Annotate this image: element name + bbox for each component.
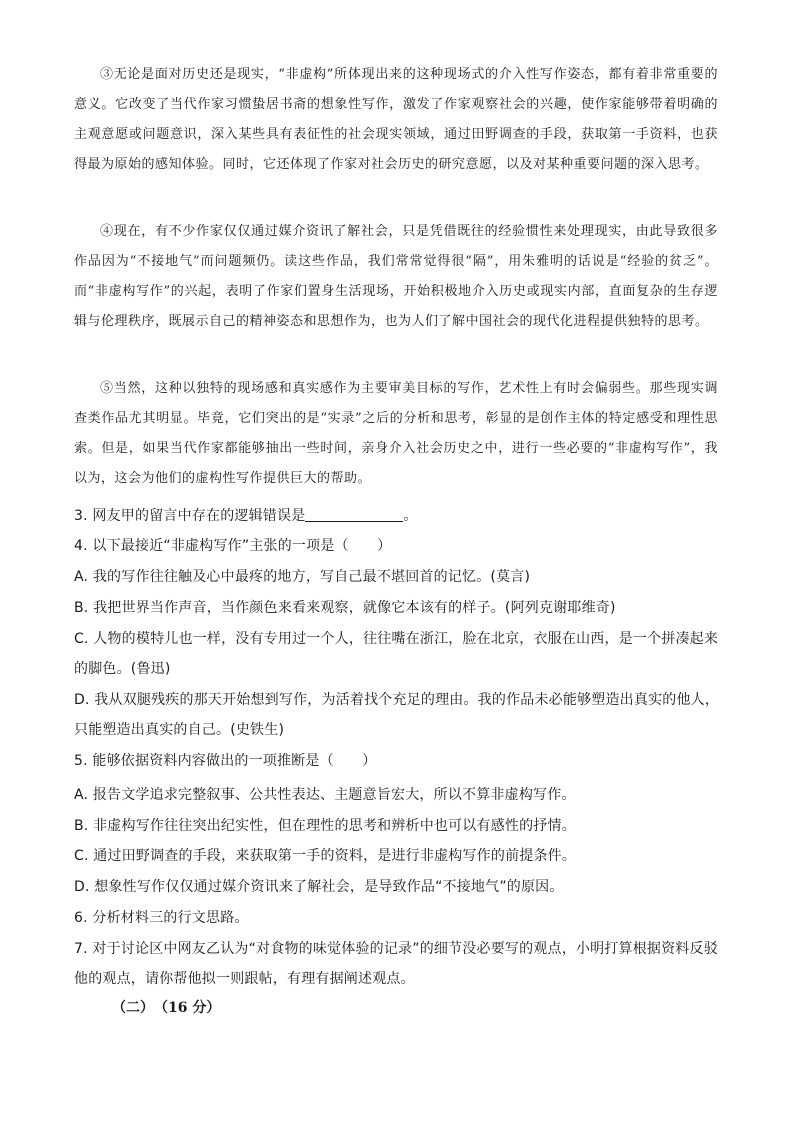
question-7: 7. 对于讨论区中网友乙认为“对食物的味觉体验的记录”的细节没必要写的观点，小明打算根据资料反驳 xyxy=(74,941,718,957)
question-5-option-d: D. 想象性写作仅仅通过媒介资讯来了解社会，是导致作品“不接地气”的原因。 xyxy=(74,879,564,895)
question-7-cont: 他的观点，请你帮他拟一则跟帖，有理有据阐述观点。 xyxy=(74,971,415,987)
question-4-option-d: D. 我从双腿残疾的那天开始想到写作，为活着找个充足的理由。我的作品未必能够塑造出真实的他人， xyxy=(74,692,720,708)
question-4-option-b: B. 我把世界当作声音，当作颜色来看来观察，就像它本该有的样子。(阿列克谢耶维奇) xyxy=(74,600,616,616)
question-3-suffix: 。 xyxy=(403,508,418,524)
question-5-option-b: B. 非虚构写作往往突出纪实性，但在理性的思考和辨析中也可以有感性的抒情。 xyxy=(74,818,576,834)
question-5-option-c: C. 通过田野调查的手段，来获取第一手的资料，是进行非虚构写作的前提条件。 xyxy=(74,848,577,864)
question-5-option-a: A. 报告文学追求完整叙事、公共性表达、主题意旨宏大，所以不算非虚构写作。 xyxy=(74,787,576,803)
paragraph-5: ⑤当然，这种以独特的现场感和真实感作为主要审美目标的写作，艺术性上有时会偏弱些。那些现实调查类作品尤其明显。毕竟，它们突出的是“实录”之后的分析和思考，彰显的是创作主体的特定感受和理性思索。但是，如果当代作家都能够抽出一些时间，亲身介入社会历史之中，进行一些必要的“非虚构写作”，我以为，这会为他们的虚构性写作提供巨大的帮助。 xyxy=(74,381,718,486)
question-6: 6. 分析材料三的行文思路。 xyxy=(74,910,249,926)
question-3 xyxy=(74,501,724,531)
question-4-option-d-cont: 只能塑造出真实的自己。(史铁生) xyxy=(74,722,285,738)
paragraph-3: ③无论是面对历史还是现实，“非虚构”所体现出来的这种现场式的介入性写作姿态，都有着非常重要的意义。它改变了当代作家习惯蛰居书斋的想象性写作，激发了作家观察社会的兴趣，使作家能够带着明确的主观意愿或问题意识，深入某些具有表征性的社会现实领域，通过田野调查的手段，获取第一手资料，也获得最为原始的感知体验。同时，它还体现了作家对社会历史的研究意愿，以及对某种重要问题的深入思考。 xyxy=(74,67,718,172)
section-heading: （二） （16 分） xyxy=(112,1000,221,1016)
question-3-text: 3. 网友甲的留言中存在的逻辑错误是 xyxy=(74,508,306,524)
answer-blank[interactable] xyxy=(305,505,403,522)
question-4-option-a: A. 我的写作往往触及心中最疼的地方，写自己最不堪回首的记忆。(莫言) xyxy=(74,569,531,585)
question-5: 5. 能够依据资料内容做出的一项推断是（ ） xyxy=(74,753,377,769)
question-4: 4. 以下最接近“非虚构写作”主张的一项是（ ） xyxy=(74,538,392,554)
paragraph-4: ④现在，有不少作家仅仅通过媒介资讯了解社会，只是凭借既往的经验惯性来处理现实，由此导致很多作品因为“不接地气”而问题频仍。读这些作品，我们常常觉得很“隔”，用朱雅明的话说是“经验的贫乏”。而“非虚构写作”的兴起，表明了作家们置身生活现场，开始积极地介入历史或现实内部，直面复杂的生存逻辑与伦理秩序，既展示自己的精神姿态和思想作为，也为人们了解中国社会的现代化进程提供独特的思考。 xyxy=(74,224,718,329)
question-4-option-c: C. 人物的模特儿也一样，没有专用过一个人，往往嘴在浙江，脸在北京，衣服在山西，是一个拼凑起来 xyxy=(74,631,719,647)
question-4-option-c-cont: 的脚色。(鲁迅) xyxy=(74,661,171,677)
